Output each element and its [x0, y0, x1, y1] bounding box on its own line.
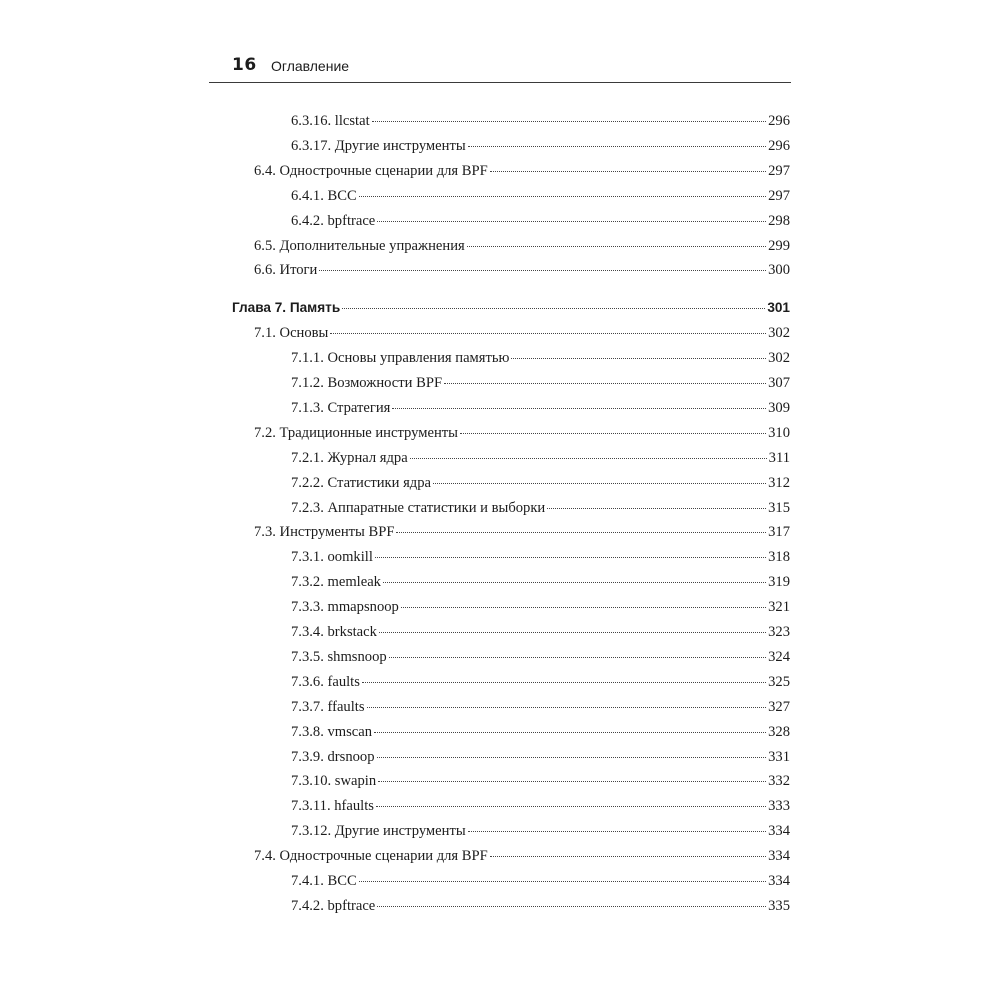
- toc-dot-leader: [410, 458, 767, 459]
- toc-entry-page: 331: [768, 748, 790, 765]
- toc-entry-row: [254, 237, 790, 255]
- toc-entry-row: [291, 137, 790, 155]
- toc-entry-row: [291, 399, 790, 417]
- toc-entry-label: 7.3.4. brkstack: [291, 624, 377, 640]
- toc-chapter-row: [232, 299, 790, 317]
- toc-entry-row: [254, 162, 790, 180]
- toc-entry-page: 309: [768, 399, 790, 416]
- toc-entry-page: 321: [768, 599, 790, 616]
- toc-entry-row: [291, 212, 790, 230]
- toc-entry-label: 7.4.2. bpftrace: [291, 897, 376, 914]
- toc-entry-row: [291, 499, 790, 517]
- toc-entry-page: 315: [768, 499, 790, 516]
- toc-dot-leader: [396, 532, 766, 533]
- toc-dot-leader: [444, 383, 766, 384]
- toc-entry-page: 332: [768, 773, 790, 790]
- toc-entry-label: 6.4.2. bpftrace: [291, 212, 376, 229]
- toc-entry-row: [291, 797, 790, 815]
- toc-entry-label: 7.3.11. hfaults: [291, 798, 374, 815]
- toc-entry-page: 319: [768, 574, 790, 591]
- toc-entry-row: [291, 872, 790, 890]
- toc-entry-page: 299: [768, 237, 790, 254]
- toc-entry-page: 334: [768, 873, 790, 889]
- toc-entry-row: [254, 847, 790, 865]
- toc-entry-row: [291, 772, 790, 790]
- toc-entry-label: 7.3. Инструменты BPF: [254, 524, 395, 541]
- header-title: Оглавление: [271, 58, 350, 74]
- toc-dot-leader: [378, 781, 766, 782]
- toc-entry-page: 318: [768, 549, 790, 566]
- toc-dot-leader: [377, 906, 766, 907]
- toc-entry-page: 328: [768, 723, 790, 740]
- toc-dot-leader: [362, 682, 766, 683]
- toc-dot-leader: [376, 806, 766, 807]
- toc-entry-label: 7.3.10. swapin: [291, 773, 377, 790]
- toc-entry-label: 6.6. Итоги: [254, 262, 318, 279]
- toc-entry-label: 7.2.2. Статистики ядра: [291, 474, 431, 491]
- toc-entry-label: 6.4.1. BCC: [291, 187, 357, 204]
- toc-dot-leader: [379, 632, 766, 633]
- toc-entry-page: 307: [768, 375, 790, 391]
- toc-entry-label: 7.2.1. Журнал ядра: [291, 449, 408, 466]
- toc-dot-leader: [374, 732, 766, 733]
- toc-entry-page: 334: [768, 823, 790, 840]
- toc-entry-label: 7.3.12. Другие инструменты: [291, 823, 466, 840]
- toc-entry-page: 327: [768, 698, 790, 715]
- toc-dot-leader: [330, 333, 766, 334]
- toc-entry-page: 324: [768, 648, 790, 665]
- toc-entry-label: 7.1.2. Возможности BPF: [291, 375, 443, 391]
- toc-entry-label: 7.3.2. memleak: [291, 574, 381, 591]
- toc-entry-row: [291, 648, 790, 666]
- toc-entry-page: 297: [768, 187, 790, 204]
- toc-entry-row: [291, 623, 790, 641]
- toc-entry-label: 7.1. Основы: [254, 325, 329, 342]
- toc-dot-leader: [359, 881, 766, 882]
- toc-entry-page: 302: [768, 350, 790, 367]
- toc-entry-label: 7.3.5. shmsnoop: [291, 648, 387, 665]
- toc-entry-label: 6.3.16. llcstat: [291, 113, 370, 129]
- page-number: 16: [232, 55, 257, 75]
- toc-entry-label: 7.1.1. Основы управления памятью: [291, 350, 510, 367]
- toc-entry-page: 302: [768, 325, 790, 342]
- toc-dot-leader: [392, 408, 766, 409]
- toc-entry-label: 7.1.3. Стратегия: [291, 399, 391, 416]
- toc-dot-leader: [372, 121, 766, 122]
- toc-entry-page: 310: [768, 424, 790, 441]
- toc-entry-page: 312: [768, 474, 790, 491]
- toc-dot-leader: [433, 483, 766, 484]
- toc-entry-page: 297: [768, 162, 790, 179]
- toc-entry-page: 335: [768, 897, 790, 914]
- toc-dot-leader: [389, 657, 766, 658]
- toc-dot-leader: [511, 358, 766, 359]
- toc-entry-row: [291, 374, 790, 392]
- toc-entry-row: [291, 698, 790, 716]
- toc-entry-row: [291, 349, 790, 367]
- toc-entry-row: [291, 748, 790, 766]
- toc-entry-label: 7.3.3. mmapsnoop: [291, 599, 399, 616]
- toc-entry-label: Глава 7. Память: [232, 300, 341, 316]
- toc-entry-label: 6.5. Дополнительные упражнения: [254, 237, 465, 254]
- toc-dot-leader: [367, 707, 767, 708]
- toc-dot-leader: [342, 308, 765, 309]
- toc-entry-label: 7.2.3. Аппаратные статистики и выборки: [291, 499, 546, 516]
- toc-entry-label: 6.4. Однострочные сценарии для BPF: [254, 162, 488, 179]
- toc-dot-leader: [490, 856, 766, 857]
- toc-entry-label: 7.4.1. BCC: [291, 873, 357, 889]
- toc-entry-label: 7.4. Однострочные сценарии для BPF: [254, 848, 488, 865]
- toc-dot-leader: [375, 557, 766, 558]
- toc-entry-row: [291, 112, 790, 130]
- toc-dot-leader: [460, 433, 766, 434]
- toc-entry-page: 301: [767, 300, 790, 316]
- toc-entry-label: 7.3.9. drsnoop: [291, 748, 375, 765]
- toc-entry-row: [291, 573, 790, 591]
- toc-entry-page: 300: [768, 262, 790, 279]
- toc-entry-row: [291, 474, 790, 492]
- toc-entry-page: 317: [768, 524, 790, 541]
- toc-entry-page: 323: [768, 624, 790, 640]
- toc-dot-leader: [490, 171, 766, 172]
- toc-entry-page: 333: [768, 798, 790, 815]
- toc-entry-label: 7.2. Традиционные инструменты: [254, 424, 458, 441]
- toc-dot-leader: [359, 196, 766, 197]
- toc-entry-row: [254, 424, 790, 442]
- toc-entry-page: 325: [768, 673, 790, 690]
- toc-dot-leader: [468, 831, 766, 832]
- toc-entry-label: 7.3.8. vmscan: [291, 723, 373, 740]
- toc-dot-leader: [377, 757, 767, 758]
- toc-dot-leader: [319, 270, 766, 271]
- toc-entry-row: [291, 673, 790, 691]
- toc-dot-leader: [377, 221, 766, 222]
- toc-entry-page: 334: [768, 848, 790, 865]
- toc-entry-row: [254, 324, 790, 342]
- toc-entry-page: 298: [768, 212, 790, 229]
- toc-entry-label: 7.3.1. oomkill: [291, 549, 373, 566]
- toc-dot-leader: [401, 607, 766, 608]
- toc-entry-row: [291, 822, 790, 840]
- toc-entry-row: [291, 897, 790, 915]
- toc-entry-page: 311: [768, 449, 790, 466]
- toc-entry-row: [291, 723, 790, 741]
- toc-entry-label: 6.3.17. Другие инструменты: [291, 137, 466, 154]
- toc-entry-row: [254, 261, 790, 279]
- toc-dot-leader: [468, 146, 766, 147]
- toc-entry-row: [291, 187, 790, 205]
- toc-dot-leader: [547, 508, 766, 509]
- toc-entry-row: [291, 598, 790, 616]
- toc-dot-leader: [467, 246, 766, 247]
- toc-entry-row: [291, 449, 790, 467]
- toc-dot-leader: [383, 582, 766, 583]
- toc-entry-row: [254, 523, 790, 541]
- toc-entry-label: 7.3.7. ffaults: [291, 698, 365, 715]
- toc-entry-row: [291, 548, 790, 566]
- toc-entry-label: 7.3.6. faults: [291, 673, 360, 690]
- toc-entry-page: 296: [768, 113, 790, 129]
- toc-entry-page: 296: [768, 137, 790, 154]
